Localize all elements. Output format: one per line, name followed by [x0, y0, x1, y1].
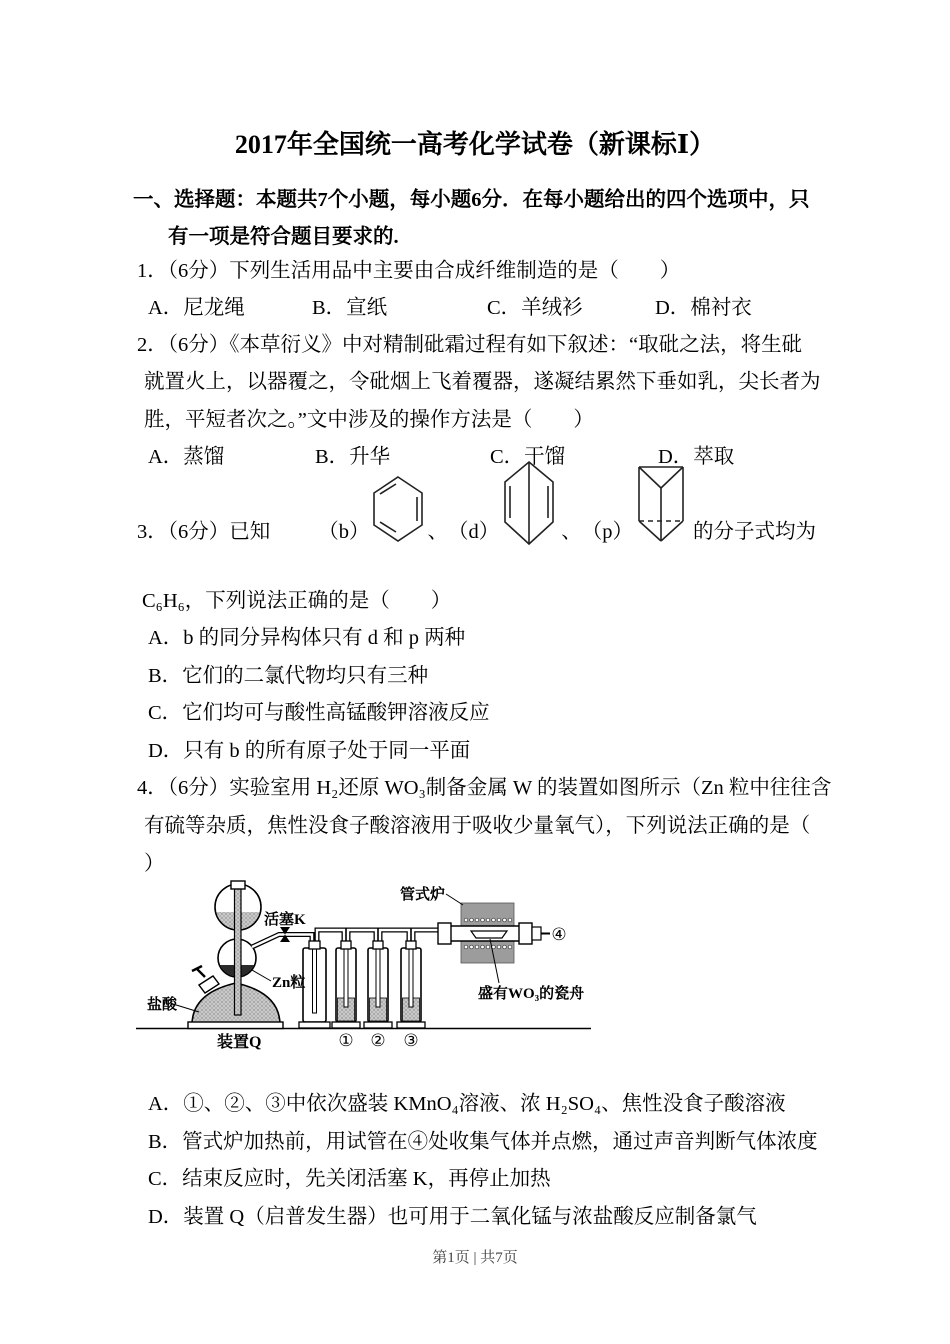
page-title: 2017年全国统一高考化学试卷（新课标Ⅰ） [234, 130, 716, 159]
q4-option-c: C．结束反应时，先关闭活塞 K，再停止加热 [148, 1168, 551, 1190]
q1-option-b: B．宣纸 [312, 297, 388, 319]
question-3-intro-row [137, 460, 816, 546]
question-3-suffix: 的分子式均为 [693, 521, 816, 543]
zinc-label: Zn粒 [272, 975, 306, 991]
outlet-4-number: ④ [551, 925, 567, 944]
question-3-line2: C₆H₆，下列说法正确的是（ ） [142, 590, 452, 612]
question-2-line1: 2．（6分）《本草衍义》中对精制砒霜过程有如下叙述：“取砒之法，将生砒 [137, 334, 803, 356]
question-2-line2: 就置火上，以器覆之，令砒烟上飞着覆器，遂凝结累然下垂如乳，尖长者为 [144, 371, 821, 393]
question-1-text: 1．（6分）下列生活用品中主要由合成纤维制造的是（ ） [137, 260, 681, 282]
apparatus-diagram [133, 877, 603, 1067]
question-4-line3: ） [144, 853, 165, 875]
acid-label: 盐酸 [147, 997, 178, 1013]
bottle-1-number: ① [338, 1031, 354, 1050]
page-footer: 第1页 | 共7页 [432, 1250, 518, 1266]
question-3-intro: 3．（6分）已知 [137, 521, 271, 543]
question-2-line3: 胜，平短者次之。”文中涉及的操作方法是（ ） [144, 409, 594, 431]
q4-option-a: A．①、②、③中依次盛装 KMnO₄溶液、浓 H₂SO₄、焦性没食子酸溶液 [148, 1093, 786, 1115]
prismane-structure-icon [635, 464, 687, 544]
q3-option-a: A．b 的同分异构体只有 d 和 p 两种 [148, 627, 466, 649]
q2-option-c: C．干馏 [490, 446, 566, 468]
furnace-label: 管式炉 [400, 887, 446, 903]
section-heading-line2: 有一项是符合题目要求的. [168, 226, 399, 248]
q1-option-a: A．尼龙绳 [148, 297, 245, 319]
tube-furnace [438, 903, 550, 963]
q2-option-b: B．升华 [315, 446, 391, 468]
q3-option-c: C．它们均可与酸性高锰酸钾溶液反应 [148, 702, 490, 724]
bottle-3-number: ③ [403, 1031, 419, 1050]
q3-separator-2: 、 [561, 521, 582, 543]
q2-option-d: D．萃取 [658, 446, 735, 468]
device-q-label: 装置Q [217, 1034, 262, 1051]
boat-label: 盛有WO₃的瓷舟 [478, 986, 585, 1002]
q3-label-d: （d） [448, 521, 500, 543]
q1-option-d: D．棉衬衣 [655, 297, 752, 319]
q2-option-a: A．蒸馏 [148, 446, 225, 468]
question-4-line1: 4．（6分）实验室用 H₂还原 WO₃制备金属 W 的装置如图所示（Zn 粒中往往含 [137, 777, 832, 799]
q4-option-b: B．管式炉加热前，用试管在④处收集气体并点燃，通过声音判断气体浓度 [148, 1131, 818, 1153]
q1-option-c: C．羊绒衫 [487, 297, 583, 319]
bottle-2-number: ② [370, 1031, 386, 1050]
q3-option-d: D．只有 b 的所有原子处于同一平面 [148, 740, 471, 762]
benzene-structure-icon [372, 475, 424, 543]
q3-label-p: （p） [581, 521, 633, 543]
q4-option-d: D．装置 Q（启普发生器）也可用于二氧化锰与浓盐酸反应制备氯气 [148, 1206, 757, 1228]
question-4-line2: 有硫等杂质，焦性没食子酸溶液用于吸收少量氧气），下列说法正确的是（ [144, 815, 811, 837]
dewar-benzene-structure-icon [501, 460, 557, 546]
q3-separator-1: 、 [427, 521, 448, 543]
kipp-generator [188, 881, 283, 1029]
stopcock-label: 活塞K [264, 912, 306, 928]
washing-tubes [299, 941, 425, 1028]
q3-label-b: （b） [318, 521, 370, 543]
q3-option-b: B．它们的二氯代物均只有三种 [148, 665, 429, 687]
section-heading-line1: 一、选择题：本题共7个小题，每小题6分．在每小题给出的四个选项中，只 [133, 189, 810, 211]
